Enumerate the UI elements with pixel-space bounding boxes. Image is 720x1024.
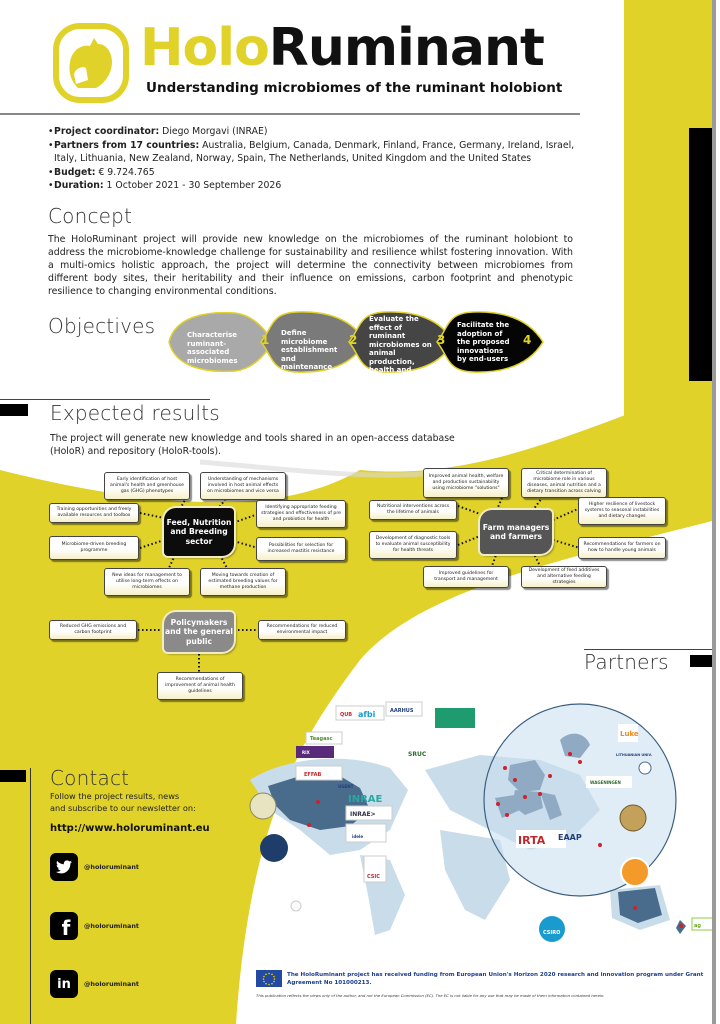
partners-world-map — [240, 680, 716, 952]
svg-text:afbi: afbi — [358, 710, 376, 719]
result-node: Improved guidelines for transport and management — [423, 566, 509, 588]
objectives-chain — [165, 309, 545, 383]
result-node: Microbiome-driven breeding programme — [49, 536, 139, 560]
svg-text:Teagasc: Teagasc — [310, 736, 333, 742]
objectives-heading: Objectives — [48, 314, 156, 338]
svg-text:idele: idele — [352, 834, 364, 839]
svg-text:UGENT: UGENT — [338, 784, 354, 789]
info-label: Partners from 17 countries: — [54, 139, 200, 151]
concept-text: The HoloRuminant project will provide new knowledge on the microbiomes of the ruminant holobiont to address the microbiome-knowledge challenge for sustainability and resilience whilst fostering innovation. With a multi-omics holistic approach, the project will determine the connectivity between microbiomes from different body sites, their heritability and their influence on emissions, carbon footprint and phenotypic resilience to changing environmental conditions. — [48, 234, 573, 297]
hub-farm-managers: Farm managers and farmers — [480, 510, 552, 554]
concept-heading: Concept — [48, 204, 133, 228]
expected-divider — [0, 399, 210, 400]
partners-heading: Partners — [584, 650, 669, 674]
contact-text-line: and subscribe to our newsletter on: — [50, 802, 196, 813]
twitter-link[interactable] — [50, 853, 139, 881]
svg-text:SRUC: SRUC — [408, 751, 427, 758]
facebook-icon: f — [50, 912, 78, 940]
svg-text:LITHUANIAN UNIV.: LITHUANIAN UNIV. — [616, 753, 653, 757]
objective-3-number: 3 — [437, 333, 446, 347]
twitter-handle: @holoruminant — [84, 863, 139, 871]
result-node: Recommendations for farmers on how to handle young animals — [578, 537, 666, 559]
result-node: Training opportunities and freely available resources and toolbox — [49, 503, 139, 523]
result-node: New ideas for management to utilise long-term effects on microbiomes — [104, 568, 190, 596]
logo-wordmark — [140, 18, 544, 78]
info-label: Budget: — [54, 166, 96, 178]
svg-text:EAAP: EAAP — [558, 833, 582, 842]
svg-text:CSIRO: CSIRO — [543, 930, 561, 936]
info-value: € 9.724.765 — [95, 166, 155, 178]
facebook-handle: @holoruminant — [84, 922, 139, 930]
svg-text:INRAE: INRAE — [348, 794, 383, 805]
eu-flag-icon — [256, 970, 282, 987]
objective-4-text: Facilitate the adoption of the proposed innovations by end-users — [457, 321, 510, 363]
result-node: Identifying appropriate feeding strategies and effectiveness of pre and probiotics for health — [256, 500, 346, 528]
objective-3-text: Evaluate the effect of ruminant microbiomes on animal production, health and welfare — [369, 315, 432, 383]
result-node: Recommendations for reduced environmental impact — [258, 620, 346, 640]
svg-text:CSIC: CSIC — [367, 874, 380, 880]
result-node: Recommendations of improvement of animal health guidelines — [157, 672, 243, 700]
expected-tab-marker — [0, 404, 28, 416]
svg-text:RIX: RIX — [302, 750, 310, 755]
logo-badge — [52, 22, 130, 104]
funding-statement: The HoloRuminant project has received funding from European Union's Horizon 2020 research and innovation program under Grant Agreement No 101000213. — [287, 972, 704, 986]
result-node: Development of feed additives and alternative feeding strategies — [521, 566, 607, 588]
svg-text:ag: ag — [694, 923, 701, 929]
logo-holo: Holo — [140, 18, 269, 78]
facebook-link[interactable] — [50, 912, 139, 940]
logo-ruminant: Ruminant — [268, 18, 544, 78]
result-node: Understanding of mechanisms involved in host animal effects on microbiomes and vice versa — [200, 472, 286, 500]
result-node: Early identification of host animal's health and greenhouse gas (GHG) phenotypes — [104, 472, 190, 500]
objective-4-number: 4 — [523, 333, 532, 347]
info-partners — [48, 139, 578, 166]
info-value: Australia, Belgium, Canada, Denmark, Finland, France, Germany, Ireland, Israel, Italy, Lithuania, New Zealand, Norway, Spain, The Netherlands, United Kingdom and the United States — [54, 139, 575, 164]
info-label: Project coordinator: — [54, 126, 160, 137]
svg-text:AARHUS: AARHUS — [390, 708, 414, 714]
disclaimer: This publication reflects the views only of the author, and not the European Commission (EC). The EC is not liable for any use that may be made of them information contained herein. — [256, 993, 605, 998]
info-label: Duration: — [54, 180, 104, 191]
contact-divider — [30, 768, 31, 1024]
svg-text:Luke: Luke — [620, 730, 639, 738]
result-node: Moving towards creation of estimated breeding values for methane production — [200, 568, 286, 596]
objective-1-number: 1 — [261, 333, 270, 347]
svg-text:QUB: QUB — [340, 712, 353, 718]
svg-text:EFFAB: EFFAB — [304, 772, 322, 778]
project-info-list — [48, 125, 578, 193]
website-link[interactable]: http://www.holoruminant.eu — [50, 823, 210, 834]
cow-sheep-goat-silhouette-icon — [52, 22, 130, 104]
result-node: Development of diagnostic tools to evaluate animal susceptibility for health threats — [369, 531, 457, 559]
expected-heading: Expected results — [50, 401, 220, 425]
hub-feed-nutrition-breeding: Feed, Nutrition and Breeding sector — [164, 508, 234, 556]
expected-text: The project will generate new knowledge and tools shared in an open-access database (HoloR) and repository (HoloR-tools). — [50, 433, 455, 457]
objective-2-text: Define microbiome establishment and maintenance — [281, 329, 338, 371]
result-node: Nutritional interventions across the lifetime of animals — [369, 500, 457, 520]
svg-text:INRAE>: INRAE> — [350, 811, 376, 818]
contact-text — [50, 791, 240, 814]
result-node: Reduced GHG emissions and carbon footprint — [49, 620, 137, 640]
contact-tab-marker — [0, 770, 26, 782]
hub-policymakers: Policymakers and the general public — [164, 612, 234, 652]
header-divider — [0, 113, 580, 115]
info-duration — [48, 179, 578, 193]
tagline: Understanding microbiomes of the ruminant holobiont — [146, 80, 563, 96]
objective-1-text: Characterise ruminant-associated microbiomes — [187, 331, 238, 365]
twitter-icon — [50, 853, 78, 881]
linkedin-link[interactable] — [50, 970, 139, 998]
svg-text:IRTA: IRTA — [518, 834, 546, 847]
result-node: Improved animal health, welfare and production sustainability using microbiome "solutions" — [423, 468, 509, 498]
linkedin-handle: @holoruminant — [84, 980, 139, 988]
partners-tab-marker — [690, 655, 716, 667]
contact-heading: Contact — [50, 766, 130, 790]
result-node: Higher resilience of livestock systems to seasonal instabilities and dietary changes — [578, 497, 666, 525]
info-value: Diego Morgavi (INRAE) — [159, 126, 268, 137]
result-node: Critical determination of microbiome role in various diseases, animal nutrition and a dietary transition across calving — [521, 468, 607, 498]
info-coordinator — [48, 125, 578, 139]
linkedin-icon: in — [50, 970, 78, 998]
objective-2-number: 2 — [349, 333, 358, 347]
info-budget — [48, 166, 578, 180]
contact-text-line: Follow the project results, news — [50, 791, 180, 801]
info-value: 1 October 2021 - 30 September 2026 — [103, 180, 282, 191]
svg-text:WAGENINGEN: WAGENINGEN — [590, 780, 621, 785]
right-black-bar — [689, 128, 716, 381]
result-node: Possibilities for selection for increased mastitis resistance — [256, 537, 346, 561]
